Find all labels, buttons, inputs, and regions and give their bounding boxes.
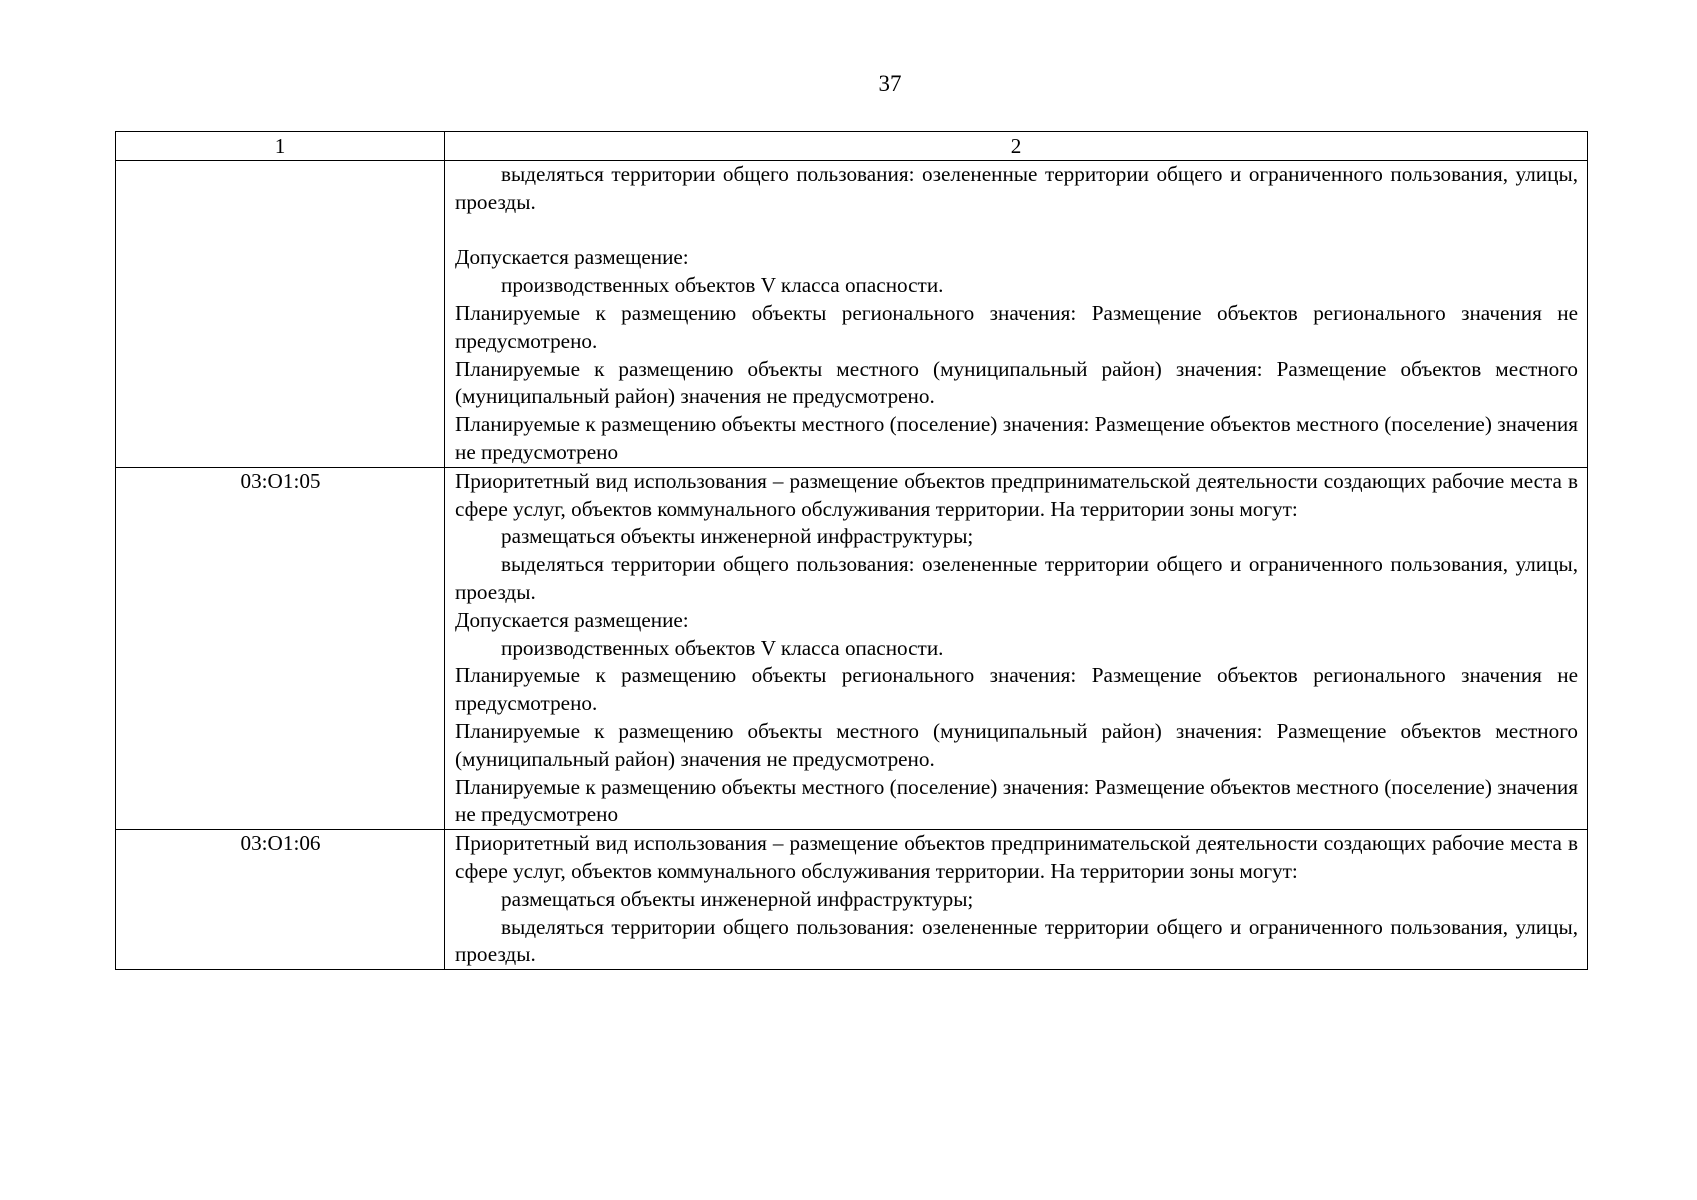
description-paragraph: производственных объектов V класса опасности. [501,273,944,298]
description-paragraph: Планируемые к размещению объекты местного (поселение) значения: Размещение объектов местного (поселение) значения не предусмотрено [455,774,1578,827]
description-paragraph: размещаться объекты инженерной инфраструктуры; [501,524,974,549]
description-paragraph: Допускается размещение: [455,245,689,270]
description-paragraph: Допускается размещение: [455,607,689,632]
description-paragraph: размещаться объекты инженерной инфраструктуры; [501,886,974,911]
description-paragraph: Планируемые к размещению объекты местного (муниципальный район) значения: Размещение объектов местного (муниципальный район) значения не предусмотрено. [455,356,1578,409]
description-paragraph: выделяться территории общего пользования: озелененные территории общего и ограниченного пользования, улицы, проезды. [455,552,1578,604]
zone-code-cell: 03:О1:06 [116,830,445,970]
description-paragraph: выделяться территории общего пользования: озелененные территории общего и ограниченного пользования, улицы, проезды. [455,162,1578,214]
zone-description-cell [445,467,1588,829]
zones-table [115,131,1588,970]
zone-description-cell [445,830,1588,970]
column-header-2: 2 [445,132,1588,161]
description-paragraph: выделяться территории общего пользования: озелененные территории общего и ограниченного пользования, улицы, проезды. [455,914,1578,967]
paragraph-gap [455,217,1578,245]
description-paragraph: Приоритетный вид использования – размещение объектов предпринимательской деятельности создающих рабочие места в сфере услуг, объектов коммунального обслуживания территории. На территории зоны могут: [455,468,1578,521]
table-row [116,830,1588,970]
page-number: 37 [878,71,902,96]
description-paragraph: Планируемые к размещению объекты регионального значения: Размещение объектов регионального значения не предусмотрено. [455,300,1578,353]
zone-code-cell: 03:О1:05 [116,467,445,829]
description-paragraph: Планируемые к размещению объекты местного (муниципальный район) значения: Размещение объектов местного (муниципальный район) значения не предусмотрено. [455,718,1578,771]
description-paragraph: Планируемые к размещению объекты местного (поселение) значения: Размещение объектов местного (поселение) значения не предусмотрено [455,412,1578,464]
zone-description-cell [445,161,1588,468]
zone-code-cell [116,161,445,468]
table-row [116,467,1588,829]
description-paragraph: Планируемые к размещению объекты регионального значения: Размещение объектов регионального значения не предусмотрено. [455,663,1578,716]
table-row [116,161,1588,468]
table-header-row [116,132,1588,161]
description-paragraph: Приоритетный вид использования – размещение объектов предпринимательской деятельности создающих рабочие места в сфере услуг, объектов коммунального обслуживания территории. На территории зоны могут: [455,831,1578,883]
column-header-1: 1 [116,132,445,161]
description-paragraph: производственных объектов V класса опасности. [501,635,944,660]
